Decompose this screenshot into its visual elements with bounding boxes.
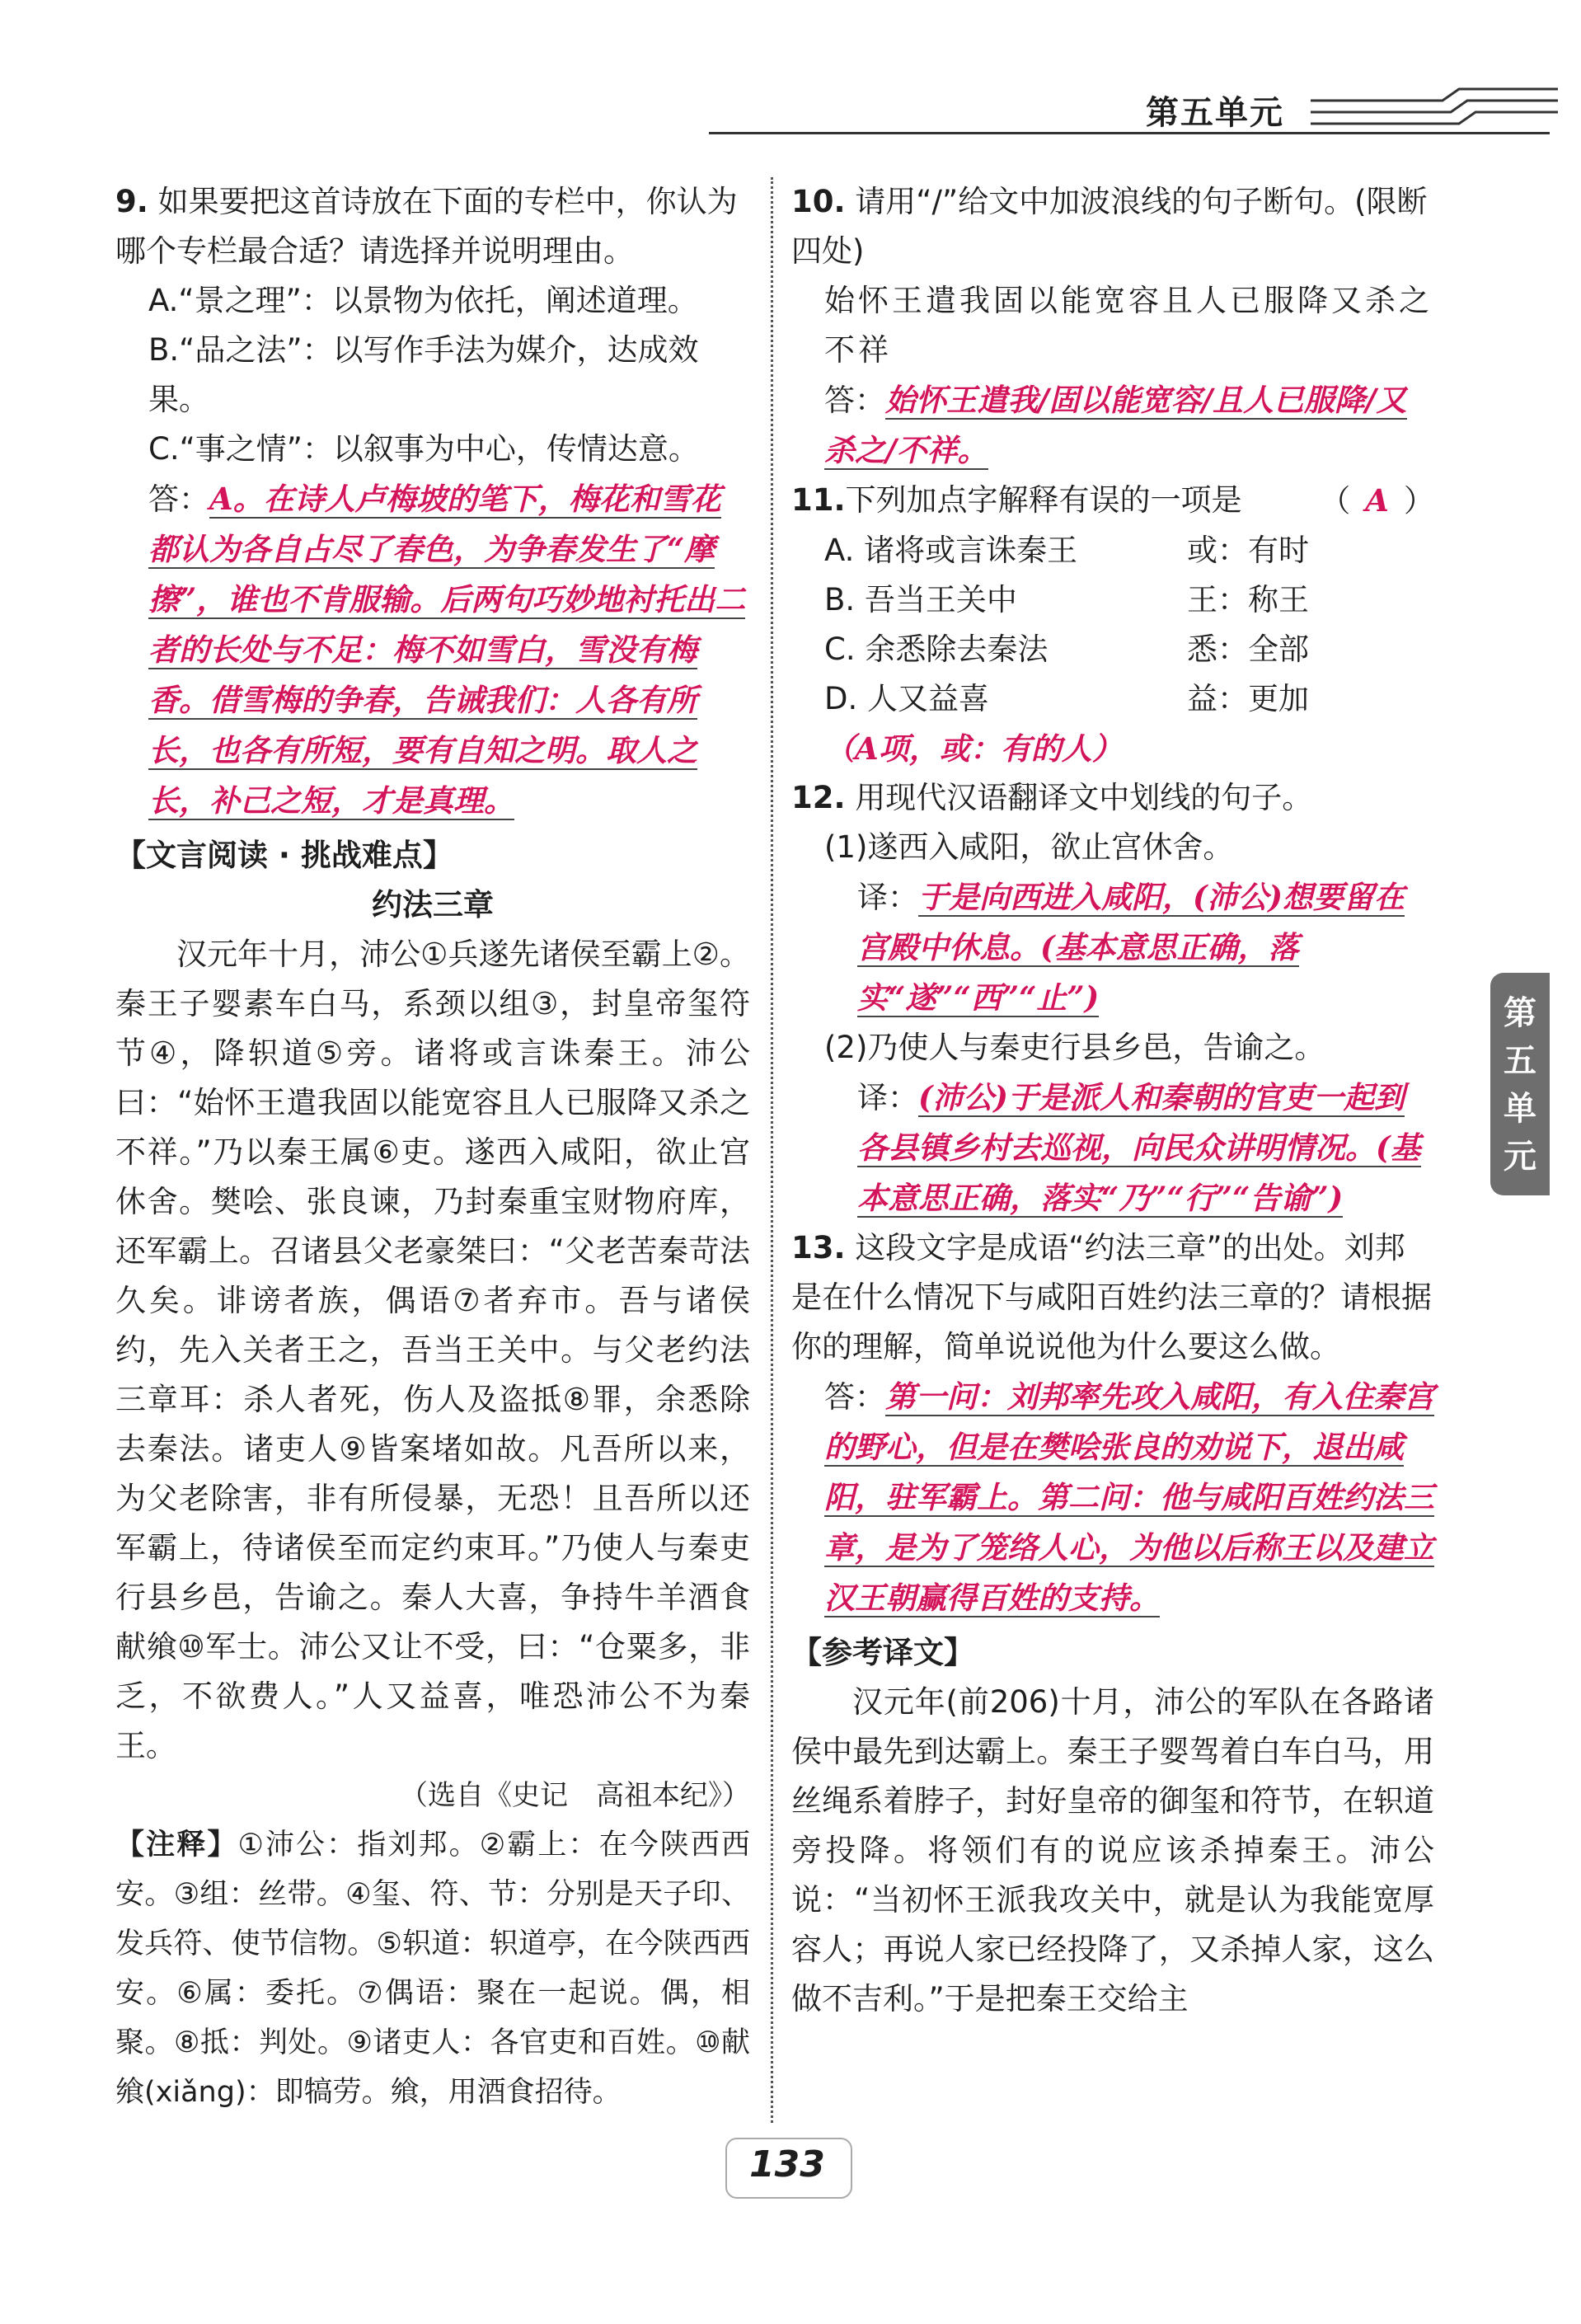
question-9 [115,177,750,276]
q11-option: B. 吾当王关中 [824,582,1017,617]
side-tab-label: 第五单元 [1504,994,1536,1176]
q12-answer-1: 于是向西进入咸阳，(沛公)想要留在宫殿中休息。(基本意思正确，落实“遂”“西”“止”) [857,879,1405,1016]
q9-option-b: B.“品之法”：以写作手法为媒介，达成效果。 [148,332,699,417]
q11-option-row [791,674,1434,724]
q11-gloss: 王：称王 [1187,582,1309,617]
right-column [791,177,1434,2024]
q13-answer [791,1372,1434,1623]
q11-bracket-open: （ [1320,483,1351,519]
q12-translation-label: 译： [857,1080,918,1115]
question-12 [791,773,1434,823]
reference-translation: 汉元年(前206)十月，沛公的军队在各路诸侯中最先到达霸上。秦王子婴驾着白车白马，用丝绳系着脖子，封好皇帝的御玺和符节，在轵道旁投降。将领们有的说应该杀掉秦王。沛公说：“当初怀王派我攻关中，就是认为我能宽厚容人；再说人家已经投降了，又杀掉人家，这么做不吉利。”于是把秦王交给主 [791,1684,1434,2016]
question-13 [791,1223,1434,1372]
q9-option-c: C.“事之情”：以叙事为中心，传情达意。 [148,431,699,467]
page-number: 133 [749,2143,825,2185]
notes-text: ①沛公：指刘邦。②霸上：在今陕西西安。③组：丝带。④玺、符、节：分别是天子印、发兵符、使节信物。⑤轵道：轵道亭，在今陕西西安。⑥属：委托。⑦偶语：聚在一起说。偶，相聚。⑧抵：判处。⑨诸吏人：各官吏和百姓。⑩献飨(xiǎng)：即犒劳。飨，用酒食招待。 [115,1829,750,2109]
column-divider [771,177,773,2123]
q11-stem: 下列加点字解释有误的一项是 [845,482,1242,518]
q11-note: （A项，或：有的人） [824,730,1123,767]
q10-answer [791,375,1434,476]
q11-option: D. 人又益喜 [824,681,990,716]
q12-translation-2 [791,1073,1434,1223]
left-column [115,177,750,2117]
q9-option-a: A.“景之理”：以景物为依托，阐述道理。 [148,283,698,318]
passage-text: 汉元年十月，沛公①兵遂先诸侯至霸上②。秦王子婴素车白马，系颈以组③，封皇帝玺符节④，降轵道⑤旁。诸将或言诛秦王。沛公曰：“始怀王遣我固以能宽容且人已服降又杀之不祥。”乃以秦王属⑥吏。遂西入咸阳，欲止宫休舍。樊哙、张良谏，乃封秦重宝财物府库，还军霸上。召诸县父老豪桀曰：“父老苦秦苛法久矣。诽谤者族，偶语⑦者弃市。吾与诸侯约，先入关者王之，吾当王关中。与父老约法三章耳：杀人者死，伤人及盗抵⑧罪，余悉除去秦法。诸吏人⑨皆案堵如故。凡吾所以来，为父老除害，非有所侵暴，无恐！且吾所以还军霸上，待诸侯至而定约束耳。”乃使人与秦吏行县乡邑，告谕之。秦人大喜，争持牛羊酒食献飨⑩军士。沛公又让不受，曰：“仓粟多，非乏，不欲费人。”人又益喜，唯恐沛公不为秦王。 [115,937,750,1763]
unit-title: 第五单元 [1146,94,1284,132]
q11-option: C. 余悉除去秦法 [824,631,1049,667]
notes [115,1820,750,2117]
q13-stem: 这段文字是成语“约法三章”的出处。刘邦是在什么情况下与咸阳百姓约法三章的？请根据你的理解，简单说说他为什么要这么做。 [791,1230,1432,1364]
q9-stem: 如果要把这首诗放在下面的专栏中，你认为哪个专栏最合适？请选择并说明理由。 [115,184,738,269]
q13-number: 13. [791,1230,846,1265]
reference-heading: 【参考译文】 [791,1635,974,1670]
question-11 [791,476,1434,526]
q11-option-row [791,575,1434,625]
q10-number: 10. [791,184,846,219]
passage-title: 约法三章 [372,887,494,923]
passage-source: （选自《史记 高祖本纪》） [400,1779,750,1812]
q11-option-row [791,526,1434,575]
q11-option: A. 诸将或言诛秦王 [824,533,1078,568]
q12-part-1: (1)遂西入咸阳，欲止宫休舍。 [824,829,1234,865]
q10-answer-label: 答： [824,383,885,418]
question-10 [791,177,1434,276]
q12-number: 12. [791,780,846,815]
q9-answer-text: A。在诗人卢梅坡的笔下，梅花和雪花都认为各自占尽了春色，为争春发生了“摩擦”，谁也不肯服输。后两句巧妙地衬托出二者的长处与不足：梅不如雪白，雪没有梅香。借雪梅的争春，告诫我们：人各有所长，也各有所短，要有自知之明。取人之长，补己之短，才是真理。 [148,481,746,819]
q12-stem: 用现代汉语翻译文中划线的句子。 [855,780,1313,815]
header-rule [709,132,1550,134]
q13-answer-label: 答： [824,1379,885,1415]
q9-answer [115,474,750,826]
section-heading: 【文言阅读 · 挑战难点】 [115,838,453,873]
q11-gloss: 或：有时 [1187,533,1309,568]
q11-gloss: 悉：全部 [1187,631,1309,667]
q11-bracket-close: ） [1404,483,1434,519]
q9-answer-label: 答： [148,481,209,517]
q11-option-row [791,625,1434,674]
q10-stem: 请用“/”给文中加波浪线的句子断句。(限断四处) [791,184,1428,269]
q12-translation-label: 译： [857,880,918,915]
header-decoration [1311,82,1558,132]
q11-answer-letter: A [1365,482,1389,519]
notes-label: 【注释】 [115,1829,238,1862]
side-tab-unit [1490,973,1550,1195]
q12-translation-1 [791,872,1434,1023]
q12-answer-2: (沛公)于是派人和秦朝的官吏一起到各县镇乡村去巡视，向民众讲明情况。(基本意思正确，落实“乃”“行”“告谕”) [857,1079,1421,1216]
q10-sentence: 始怀王遣我固以能宽容且人已服降又杀之不祥 [824,283,1433,368]
q10-answer-text: 始怀王遣我/固以能宽容/且人已服降/又杀之/不祥。 [824,382,1407,468]
q12-part-2: (2)乃使人与秦吏行县乡邑，告谕之。 [824,1030,1325,1065]
q9-number: 9. [115,184,148,219]
q11-gloss: 益：更加 [1187,681,1309,716]
q13-answer-text: 第一问：刘邦率先攻入咸阳，有入住秦宫的野心，但是在樊哙张良的劝说下，退出咸阳，驻军霸上。第二问：他与咸阳百姓约法三章，是为了笼络人心，为他以后称王以及建立汉王朝赢得百姓的支持。 [824,1378,1434,1616]
q11-number: 11. [791,482,846,518]
